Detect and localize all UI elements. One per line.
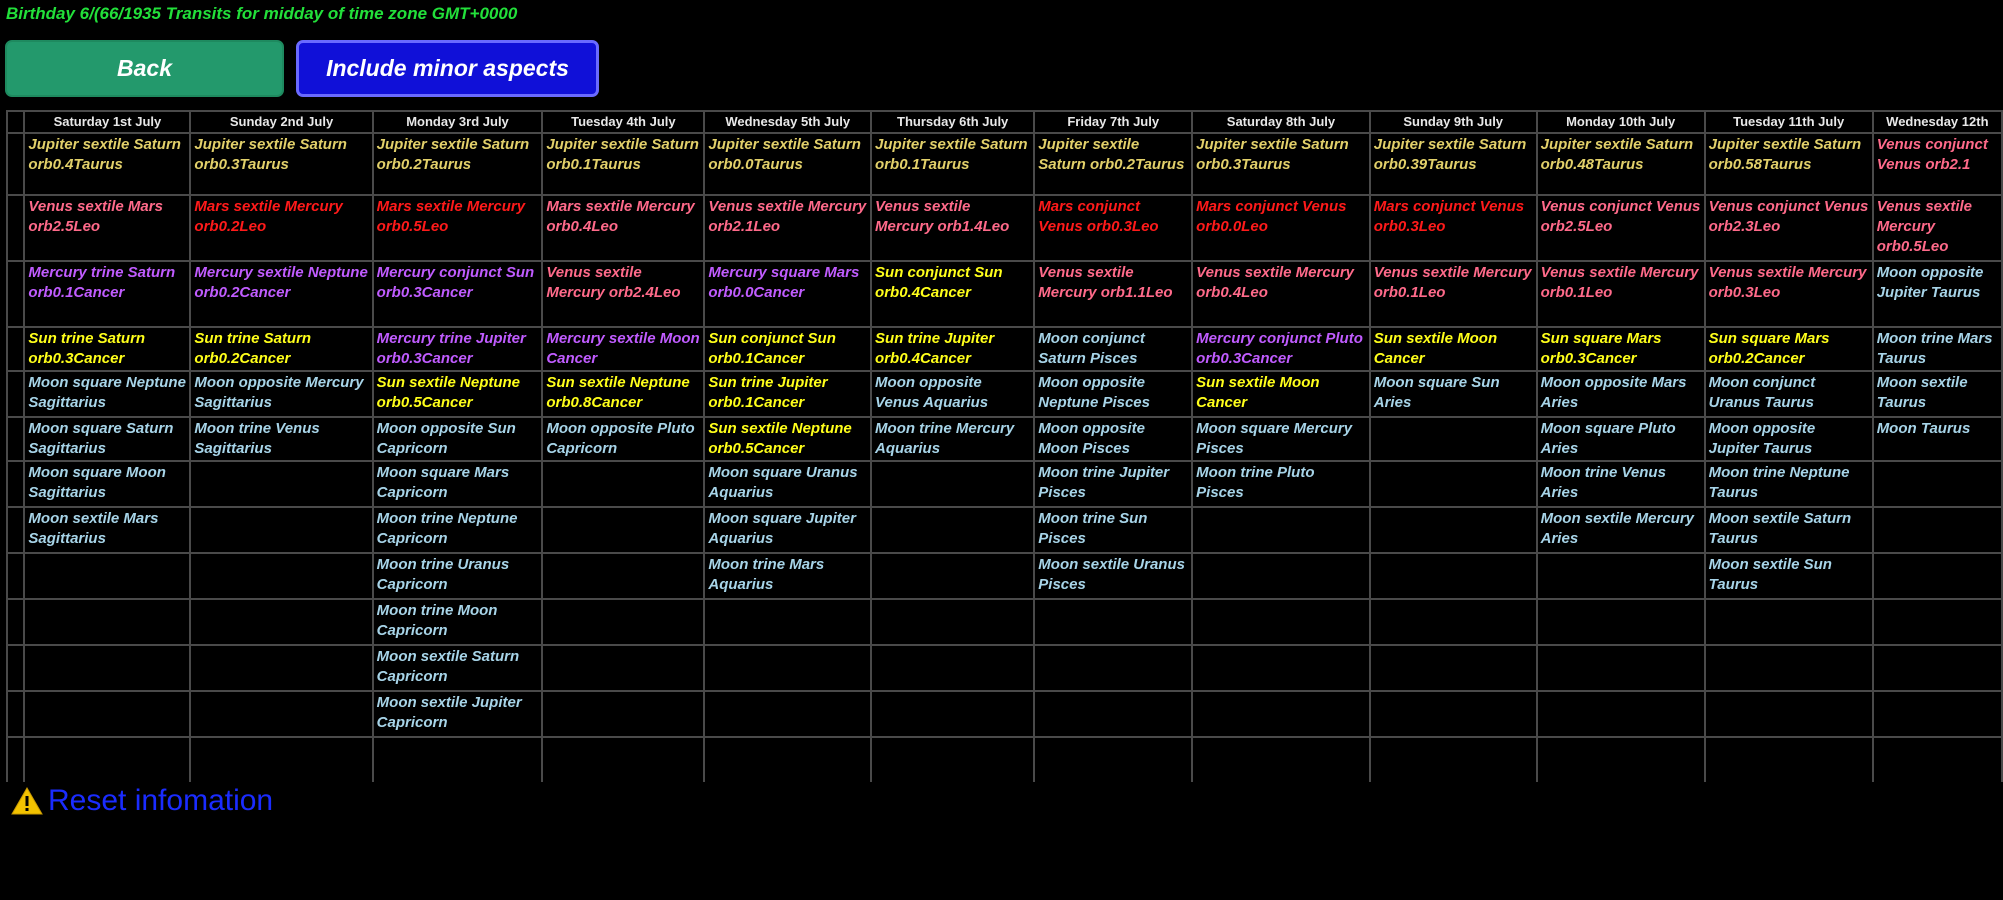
- transit-cell: [373, 737, 543, 782]
- transit-cell: [704, 737, 871, 782]
- row-gutter-cell: [7, 691, 24, 737]
- table-row: [7, 327, 2002, 371]
- transit-cell: Venus sextile Mercury orb0.4Leo: [1192, 261, 1370, 327]
- transit-cell: Jupiter sextile Saturn orb0.1Taurus: [542, 133, 704, 195]
- transit-cell: Jupiter sextile Saturn orb0.1Taurus: [871, 133, 1034, 195]
- transit-cell: Moon sextile Uranus Pisces: [1034, 553, 1192, 599]
- day-column-header: Monday 10th July: [1537, 111, 1705, 133]
- transit-cell: Mercury square Mars orb0.0Cancer: [704, 261, 871, 327]
- transit-cell: [1705, 737, 1873, 782]
- day-column-header: Thursday 6th July: [871, 111, 1034, 133]
- transit-cell: Moon sextile Saturn Taurus: [1705, 507, 1873, 553]
- day-column-header: Saturday 1st July: [24, 111, 190, 133]
- day-column-header: Monday 3rd July: [373, 111, 543, 133]
- row-gutter-cell: [7, 461, 24, 507]
- transit-cell: Moon trine Venus Sagittarius: [190, 417, 372, 461]
- transit-cell: [542, 461, 704, 507]
- transit-cell: Moon trine Venus Aries: [1537, 461, 1705, 507]
- transit-cell: Venus sextile Mercury orb0.3Leo: [1705, 261, 1873, 327]
- row-gutter-cell: [7, 507, 24, 553]
- transit-cell: Moon opposite Neptune Pisces: [1034, 371, 1192, 417]
- transit-cell: Moon trine Neptune Taurus: [1705, 461, 1873, 507]
- transit-cell: [542, 553, 704, 599]
- table-row: [7, 599, 2002, 645]
- transit-cell: [190, 553, 372, 599]
- transit-cell: Sun sextile Moon Cancer: [1370, 327, 1537, 371]
- row-gutter-cell: [7, 553, 24, 599]
- transit-cell: [1370, 417, 1537, 461]
- transit-cell: Sun trine Jupiter orb0.4Cancer: [871, 327, 1034, 371]
- transit-cell: [542, 507, 704, 553]
- transit-cell: Mars sextile Mercury orb0.4Leo: [542, 195, 704, 261]
- transit-cell: Moon square Moon Sagittarius: [24, 461, 190, 507]
- day-column-header: Sunday 2nd July: [190, 111, 372, 133]
- transit-cell: Sun conjunct Sun orb0.1Cancer: [704, 327, 871, 371]
- transit-cell: Mercury trine Saturn orb0.1Cancer: [24, 261, 190, 327]
- transit-cell: [871, 507, 1034, 553]
- transit-cell: [1192, 737, 1370, 782]
- transit-cell: [542, 691, 704, 737]
- transit-cell: Sun sextile Neptune orb0.5Cancer: [373, 371, 543, 417]
- transit-cell: [1873, 507, 2002, 553]
- transit-cell: [1537, 645, 1705, 691]
- transit-cell: Moon trine Neptune Capricorn: [373, 507, 543, 553]
- transit-cell: [1873, 691, 2002, 737]
- row-gutter-cell: [7, 737, 24, 782]
- transit-cell: [24, 553, 190, 599]
- transit-cell: [542, 645, 704, 691]
- transit-cell: Moon square Saturn Sagittarius: [24, 417, 190, 461]
- transit-cell: Moon trine Jupiter Pisces: [1034, 461, 1192, 507]
- row-gutter-cell: [7, 195, 24, 261]
- transit-cell: [1370, 645, 1537, 691]
- day-column-header: Friday 7th July: [1034, 111, 1192, 133]
- transit-cell: Jupiter sextile Saturn orb0.3Taurus: [1192, 133, 1370, 195]
- day-column-header: Tuesday 4th July: [542, 111, 704, 133]
- transit-cell: Sun sextile Neptune orb0.5Cancer: [704, 417, 871, 461]
- transit-cell: Jupiter sextile Saturn orb0.2Taurus: [1034, 133, 1192, 195]
- table-row: [7, 417, 2002, 461]
- transit-cell: Moon opposite Venus Aquarius: [871, 371, 1034, 417]
- transit-cell: [1705, 599, 1873, 645]
- transit-cell: [24, 645, 190, 691]
- transit-cell: [871, 553, 1034, 599]
- transit-cell: [1034, 737, 1192, 782]
- transit-cell: Mercury conjunct Pluto orb0.3Cancer: [1192, 327, 1370, 371]
- transit-cell: Moon sextile Saturn Capricorn: [373, 645, 543, 691]
- transit-cell: [1370, 553, 1537, 599]
- transit-cell: Moon opposite Sun Capricorn: [373, 417, 543, 461]
- transit-cell: [190, 691, 372, 737]
- transit-cell: Sun trine Saturn orb0.2Cancer: [190, 327, 372, 371]
- transit-cell: Moon square Mercury Pisces: [1192, 417, 1370, 461]
- reset-information-label: Reset infomation: [48, 784, 274, 817]
- table-row: [7, 195, 2002, 261]
- row-gutter-header: [7, 111, 24, 133]
- transit-cell: Moon square Mars Capricorn: [373, 461, 543, 507]
- transit-cell: [871, 461, 1034, 507]
- transit-cell: [1192, 507, 1370, 553]
- transit-cell: [24, 737, 190, 782]
- transit-cell: Sun square Mars orb0.3Cancer: [1537, 327, 1705, 371]
- table-row: [7, 737, 2002, 782]
- transit-cell: [542, 599, 704, 645]
- transit-cell: Jupiter sextile Saturn orb0.2Taurus: [373, 133, 543, 195]
- transit-cell: Venus sextile Mercury orb0.1Leo: [1537, 261, 1705, 327]
- transit-cell: Mars conjunct Venus orb0.3Leo: [1034, 195, 1192, 261]
- transit-cell: Moon square Pluto Aries: [1537, 417, 1705, 461]
- transit-cell: Moon opposite Moon Pisces: [1034, 417, 1192, 461]
- day-column-header: Wednesday 5th July: [704, 111, 871, 133]
- transit-cell: [1370, 599, 1537, 645]
- transit-cell: [1537, 737, 1705, 782]
- transit-cell: Moon square Neptune Sagittarius: [24, 371, 190, 417]
- transit-cell: Sun square Mars orb0.2Cancer: [1705, 327, 1873, 371]
- transit-cell: Mars sextile Mercury orb0.5Leo: [373, 195, 543, 261]
- table-header-row: [7, 111, 2002, 133]
- day-column-header: Tuesday 11th July: [1705, 111, 1873, 133]
- table-row: [7, 691, 2002, 737]
- table-row: [7, 507, 2002, 553]
- transit-cell: Moon square Jupiter Aquarius: [704, 507, 871, 553]
- transit-cell: Jupiter sextile Saturn orb0.39Taurus: [1370, 133, 1537, 195]
- transit-cell: [871, 645, 1034, 691]
- transit-cell: Mars conjunct Venus orb0.3Leo: [1370, 195, 1537, 261]
- transit-cell: [1873, 553, 2002, 599]
- table-row: [7, 371, 2002, 417]
- transit-cell: Moon trine Pluto Pisces: [1192, 461, 1370, 507]
- day-column-header: Sunday 9th July: [1370, 111, 1537, 133]
- transit-cell: Moon sextile Mars Sagittarius: [24, 507, 190, 553]
- transit-cell: [542, 737, 704, 782]
- reset-information-link[interactable]: [10, 784, 273, 818]
- transit-cell: [1873, 599, 2002, 645]
- transit-cell: Moon trine Moon Capricorn: [373, 599, 543, 645]
- transit-cell: Venus conjunct Venus orb2.5Leo: [1537, 195, 1705, 261]
- transit-cell: [1034, 599, 1192, 645]
- transit-cell: Venus conjunct Venus orb2.1: [1873, 133, 2002, 195]
- transit-cell: Moon sextile Sun Taurus: [1705, 553, 1873, 599]
- row-gutter-cell: [7, 327, 24, 371]
- transit-cell: Moon trine Mercury Aquarius: [871, 417, 1034, 461]
- transit-cell: [1192, 645, 1370, 691]
- transit-cell: Venus sextile Mercury orb0.5Leo: [1873, 195, 2002, 261]
- transit-cell: [1034, 645, 1192, 691]
- day-column-header: Wednesday 12th: [1873, 111, 2002, 133]
- table-row: [7, 261, 2002, 327]
- transit-cell: [1034, 691, 1192, 737]
- transit-cell: [704, 599, 871, 645]
- row-gutter-cell: [7, 417, 24, 461]
- transit-cell: Moon square Uranus Aquarius: [704, 461, 871, 507]
- transit-cell: [1192, 599, 1370, 645]
- transit-cell: [704, 645, 871, 691]
- transit-cell: [1705, 645, 1873, 691]
- transit-cell: Venus sextile Mercury orb2.1Leo: [704, 195, 871, 261]
- transit-cell: [871, 691, 1034, 737]
- transit-cell: Mercury sextile Neptune orb0.2Cancer: [190, 261, 372, 327]
- transit-cell: [1370, 737, 1537, 782]
- transit-cell: Sun conjunct Sun orb0.4Cancer: [871, 261, 1034, 327]
- transit-cell: Moon sextile Jupiter Capricorn: [373, 691, 543, 737]
- transit-cell: Moon opposite Mercury Sagittarius: [190, 371, 372, 417]
- transit-cell: [1192, 553, 1370, 599]
- transit-cell: Sun sextile Neptune orb0.8Cancer: [542, 371, 704, 417]
- transit-cell: Moon trine Mars Aquarius: [704, 553, 871, 599]
- transit-cell: [190, 599, 372, 645]
- include-minor-aspects-button[interactable]: Include minor aspects: [296, 40, 599, 97]
- transit-cell: [190, 461, 372, 507]
- transit-cell: Moon trine Sun Pisces: [1034, 507, 1192, 553]
- transit-cell: [704, 691, 871, 737]
- transit-cell: Mercury trine Jupiter orb0.3Cancer: [373, 327, 543, 371]
- transit-cell: [1873, 737, 2002, 782]
- transit-cell: [190, 507, 372, 553]
- transits-grid: [6, 110, 2003, 782]
- row-gutter-cell: [7, 599, 24, 645]
- transit-cell: Venus sextile Mercury orb0.1Leo: [1370, 261, 1537, 327]
- transit-cell: Moon sextile Taurus: [1873, 371, 2002, 417]
- row-gutter-cell: [7, 261, 24, 327]
- transit-cell: Moon trine Uranus Capricorn: [373, 553, 543, 599]
- transit-cell: Moon opposite Pluto Capricorn: [542, 417, 704, 461]
- transit-cell: [1370, 461, 1537, 507]
- transit-cell: [1537, 553, 1705, 599]
- transit-cell: Moon Taurus: [1873, 417, 2002, 461]
- transit-cell: [190, 737, 372, 782]
- transit-cell: [190, 645, 372, 691]
- transit-cell: Moon opposite Jupiter Taurus: [1705, 417, 1873, 461]
- transit-cell: [1537, 691, 1705, 737]
- transit-cell: Sun sextile Moon Cancer: [1192, 371, 1370, 417]
- transit-cell: [871, 737, 1034, 782]
- table-row: [7, 133, 2002, 195]
- transit-cell: Venus conjunct Venus orb2.3Leo: [1705, 195, 1873, 261]
- transit-cell: Moon sextile Mercury Aries: [1537, 507, 1705, 553]
- transit-cell: Moon opposite Jupiter Taurus: [1873, 261, 2002, 327]
- transit-cell: [1537, 599, 1705, 645]
- table-row: [7, 645, 2002, 691]
- transit-cell: Venus sextile Mercury orb1.4Leo: [871, 195, 1034, 261]
- transits-table: [6, 110, 2003, 782]
- transit-cell: [1705, 691, 1873, 737]
- transit-cell: Jupiter sextile Saturn orb0.3Taurus: [190, 133, 372, 195]
- page-title: Birthday 6/(66/1935 Transits for midday of time zone GMT+0000: [6, 4, 518, 23]
- transit-cell: Jupiter sextile Saturn orb0.4Taurus: [24, 133, 190, 195]
- transit-cell: Venus sextile Mars orb2.5Leo: [24, 195, 190, 261]
- transit-cell: Moon conjunct Saturn Pisces: [1034, 327, 1192, 371]
- transit-cell: Mercury sextile Moon Cancer: [542, 327, 704, 371]
- transit-cell: Moon square Sun Aries: [1370, 371, 1537, 417]
- transit-cell: [1873, 645, 2002, 691]
- transit-cell: [871, 599, 1034, 645]
- transit-cell: Sun trine Saturn orb0.3Cancer: [24, 327, 190, 371]
- table-row: [7, 553, 2002, 599]
- row-gutter-cell: [7, 645, 24, 691]
- transit-cell: Jupiter sextile Saturn orb0.58Taurus: [1705, 133, 1873, 195]
- transit-cell: Mercury conjunct Sun orb0.3Cancer: [373, 261, 543, 327]
- back-button[interactable]: Back: [5, 40, 284, 97]
- row-gutter-cell: [7, 133, 24, 195]
- transit-cell: Moon conjunct Uranus Taurus: [1705, 371, 1873, 417]
- transit-cell: Venus sextile Mercury orb1.1Leo: [1034, 261, 1192, 327]
- transit-cell: Jupiter sextile Saturn orb0.0Taurus: [704, 133, 871, 195]
- transit-cell: Sun trine Jupiter orb0.1Cancer: [704, 371, 871, 417]
- transit-cell: [24, 691, 190, 737]
- transit-cell: Venus sextile Mercury orb2.4Leo: [542, 261, 704, 327]
- warning-icon: [10, 786, 44, 816]
- transit-cell: Mars conjunct Venus orb0.0Leo: [1192, 195, 1370, 261]
- transit-cell: [24, 599, 190, 645]
- transit-cell: [1873, 461, 2002, 507]
- transit-cell: Moon opposite Mars Aries: [1537, 371, 1705, 417]
- transit-cell: [1192, 691, 1370, 737]
- row-gutter-cell: [7, 371, 24, 417]
- transit-cell: Jupiter sextile Saturn orb0.48Taurus: [1537, 133, 1705, 195]
- day-column-header: Saturday 8th July: [1192, 111, 1370, 133]
- transit-cell: [1370, 691, 1537, 737]
- transit-cell: Moon trine Mars Taurus: [1873, 327, 2002, 371]
- transit-cell: [1370, 507, 1537, 553]
- table-row: [7, 461, 2002, 507]
- transit-cell: Mars sextile Mercury orb0.2Leo: [190, 195, 372, 261]
